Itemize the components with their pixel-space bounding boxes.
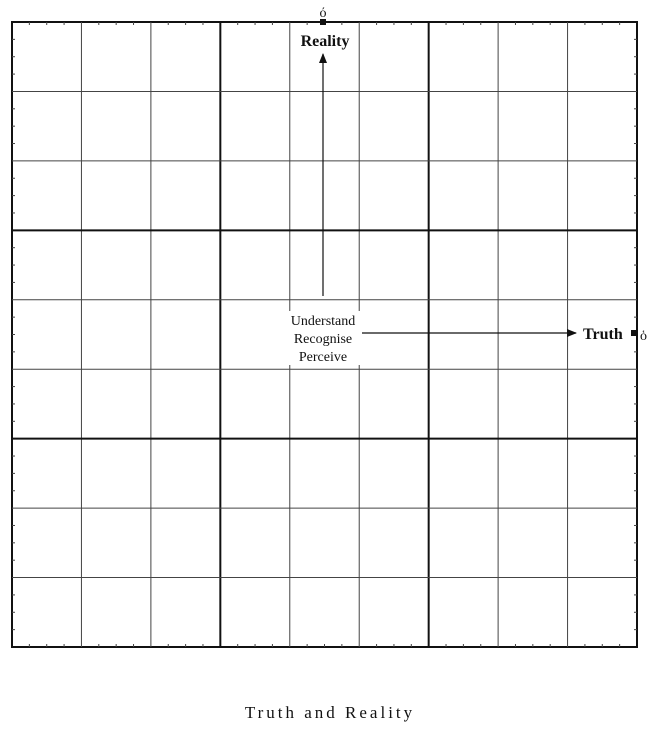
truth-label: Truth — [583, 326, 623, 343]
center-term-perceive: Perceive — [298, 350, 348, 365]
truth-marker — [631, 330, 637, 336]
reality-symbol: ό — [319, 6, 327, 21]
center-term-recognise: Recognise — [293, 332, 353, 347]
figure-caption: Truth and Reality — [244, 703, 416, 722]
reality-label: Reality — [300, 33, 350, 50]
truth-symbol: ὁ — [640, 329, 647, 344]
center-term-understand: Understand — [290, 314, 356, 329]
